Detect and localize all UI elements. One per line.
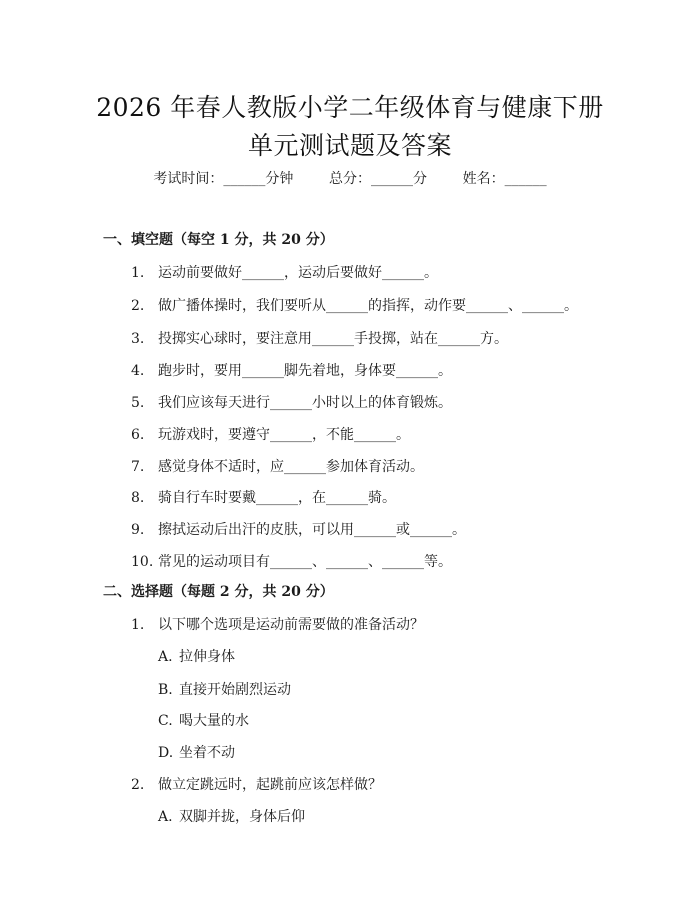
question-text: 做广播体操时，我们要听从______的指挥，动作要______、______。: [158, 298, 578, 314]
section-heading-fill-in: 一、填空题（每空 1 分，共 20 分）: [103, 232, 334, 248]
question-number: 6.: [131, 427, 145, 443]
question-text: 做立定跳远时，起跳前应该怎样做？: [158, 777, 382, 793]
question-item: [131, 774, 382, 794]
question-number: 9.: [131, 522, 145, 538]
question-text: 运动前要做好______，运动后要做好______。: [158, 265, 438, 281]
question-item: [131, 551, 452, 571]
question-item: [131, 295, 578, 315]
question-number: 8.: [131, 490, 145, 506]
question-text: 感觉身体不适时，应______参加体育活动。: [158, 459, 424, 475]
question-item: [131, 262, 438, 282]
section-heading-multiple-choice: 二、选择题（每题 2 分，共 20 分）: [103, 584, 334, 600]
question-number: 1.: [131, 617, 145, 633]
question-text: 我们应该每天进行______小时以上的体育锻炼。: [158, 395, 452, 411]
question-text: 玩游戏时，要遵守______，不能______。: [158, 427, 410, 443]
question-number: 4.: [131, 363, 145, 379]
option-letter: A.: [158, 809, 173, 825]
question-item: [131, 392, 452, 412]
question-text: 常见的运动项目有______、______、______等。: [158, 554, 452, 570]
option-letter: A.: [158, 649, 173, 665]
question-number: 10.: [131, 554, 154, 570]
option-letter: D.: [158, 745, 174, 761]
option-text: 直接开始剧烈运动: [179, 682, 291, 698]
question-number: 3.: [131, 331, 145, 347]
question-item: [131, 424, 410, 444]
question-number: 1.: [131, 265, 145, 281]
question-item: [131, 360, 452, 380]
option-letter: B.: [158, 682, 173, 698]
question-item: [131, 614, 424, 634]
exam-info-line: 考试时间：______分钟 总分：______分 姓名：______: [153, 171, 547, 187]
question-text: 跑步时，要用______脚先着地，身体要______。: [158, 363, 452, 379]
question-number: 7.: [131, 459, 145, 475]
question-item: [131, 328, 508, 348]
question-item: [131, 456, 424, 476]
question-text: 以下哪个选项是运动前需要做的准备活动？: [158, 617, 424, 633]
option-text: 拉伸身体: [179, 649, 235, 665]
document-title-line-1: 2026 年春人教版小学二年级体育与健康下册: [96, 93, 604, 122]
answer-option: [158, 806, 305, 826]
option-text: 双脚并拢，身体后仰: [179, 809, 305, 825]
question-item: [131, 487, 396, 507]
document-title-line-2: 单元测试题及答案: [247, 131, 452, 160]
question-text: 骑自行车时要戴______，在______骑。: [158, 490, 396, 506]
option-text: 坐着不动: [179, 745, 235, 761]
question-text: 投掷实心球时，要注意用______手投掷，站在______方。: [158, 331, 508, 347]
question-item: [131, 519, 466, 539]
question-number: 2.: [131, 298, 145, 314]
answer-option: [158, 710, 249, 730]
answer-option: [158, 646, 235, 666]
question-text: 擦拭运动后出汗的皮肤，可以用______或______。: [158, 522, 466, 538]
option-letter: C.: [158, 713, 173, 729]
answer-option: [158, 679, 291, 699]
answer-option: [158, 742, 235, 762]
option-text: 喝大量的水: [179, 713, 249, 729]
question-number: 2.: [131, 777, 145, 793]
question-number: 5.: [131, 395, 145, 411]
